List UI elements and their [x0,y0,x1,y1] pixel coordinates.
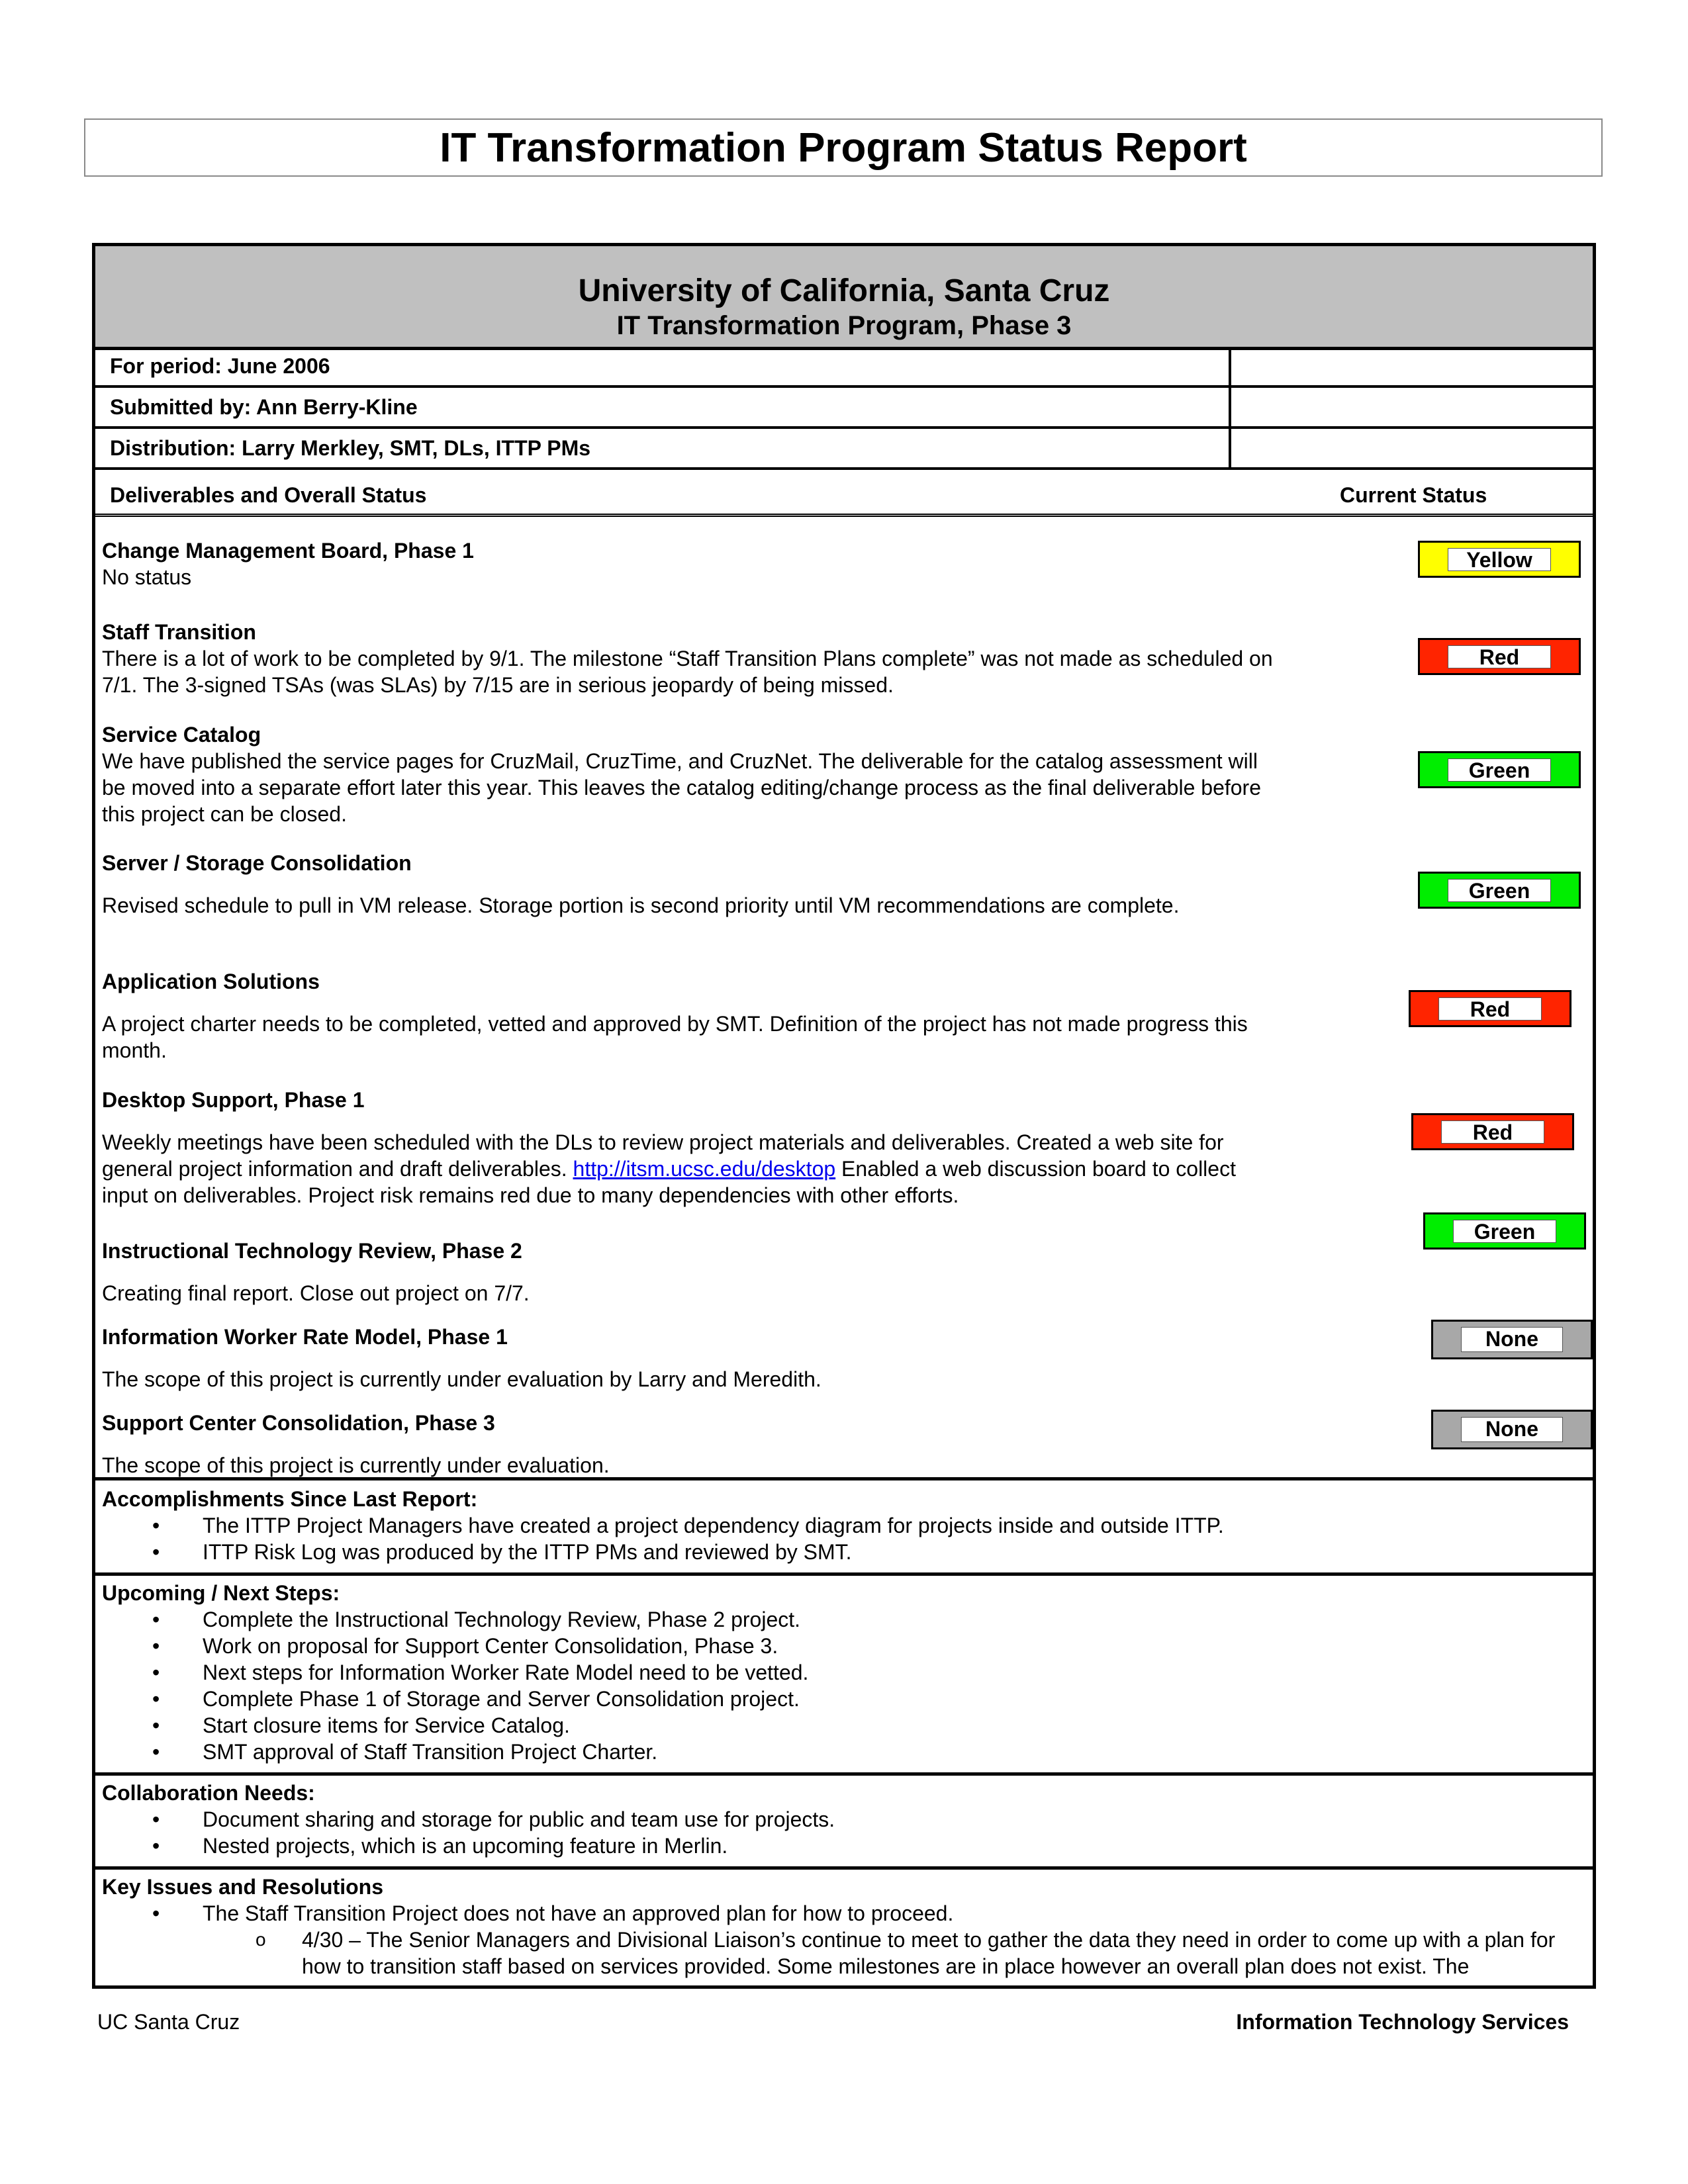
footer-right: Information Technology Services [1236,2010,1569,2034]
org-name: University of California, Santa Cruz [578,273,1110,308]
deliverable-title: Support Center Consolidation, Phase 3 [102,1411,495,1435]
status-badge-label: Red [1448,645,1551,668]
deliverable-text-part: Weekly meetings have been scheduled with the DLs to review project materials and deliverables. Created a web site for general project information and draft deliverables. [102,1130,1224,1181]
list-item-text: Complete the Instructional Technology Review, Phase 2 project. [203,1608,801,1631]
deliverable-title: Staff Transition [102,620,256,644]
status-badge [1418,872,1581,909]
status-badge [1418,751,1581,788]
deliverable-item [102,1238,1287,1306]
deliverables-header: Deliverables and Overall Status [110,483,427,507]
submitted-by-row: Submitted by: Ann Berry-Kline [95,388,1231,429]
period-cell-empty [1231,347,1593,388]
status-badge [1431,1320,1593,1359]
deliverable-text: A project charter needs to be completed, vetted and approved by SMT. Definition of the project has not made progress this month. [102,1012,1248,1062]
deliverable-text: The scope of this project is currently under evaluation. [102,1453,610,1477]
bullet: • [152,1634,160,1658]
status-badge-label: Red [1441,1120,1544,1144]
list-item-text: 4/30 – The Senior Managers and Divisional Liaison’s continue to meet to gather the data they need in order to come up with a plan for how to transition staff based on services provided. Some milestones are in place however an overall plan does not exist. The [302,1928,1556,1978]
deliverable-item [102,850,1287,919]
deliverable-title: Instructional Technology Review, Phase 2 [102,1239,522,1263]
deliverable-text: Creating final report. Close out project on 7/7. [102,1281,530,1305]
distribution-cell-empty [1231,429,1593,470]
bullet: • [152,1540,160,1564]
collaboration-section [95,1772,1593,1866]
section-title: Upcoming / Next Steps: [102,1581,340,1605]
bullet: • [152,1514,160,1537]
list-item [102,1739,1593,1765]
status-badge-label: Red [1438,997,1542,1021]
deliverable-text [102,1129,1287,1208]
period-row: For period: June 2006 [95,347,1231,388]
deliverable-text: We have published the service pages for CruzMail, CruzTime, and CruzNet. The deliverable for the catalog assessment will be moved into a separate effort later this year. This leaves the catalog editing/change process as the final deliverable before this project can be closed. [102,749,1261,826]
deliverable-text: Revised schedule to pull in VM release. Storage portion is second priority until VM recommendations are complete. [102,893,1180,917]
deliverable-title: Change Management Board, Phase 1 [102,539,474,563]
status-badge [1431,1410,1593,1449]
deliverable-item [102,1410,1287,1479]
current-status-header: Current Status [1340,483,1487,507]
status-badge [1418,541,1581,578]
desktop-site-link[interactable]: http://itsm.ucsc.edu/desktop [573,1157,836,1181]
deliverable-item [102,537,1287,590]
deliverable-title: Service Catalog [102,723,261,747]
key-issues-section [95,1866,1593,1985]
status-badge [1411,1113,1574,1150]
deliverable-item [102,619,1287,698]
section-title: Collaboration Needs: [102,1781,315,1805]
list-item-text: Start closure items for Service Catalog. [203,1713,570,1737]
deliverable-title: Server / Storage Consolidation [102,851,412,875]
bullet: • [152,1740,160,1764]
submitted-cell-empty [1231,388,1593,429]
list-item-text: Complete Phase 1 of Storage and Server Consolidation project. [203,1687,800,1711]
deliverable-text: There is a lot of work to be completed by 9/1. The milestone “Staff Transition Plans complete” was not made as scheduled on 7/1. The 3-signed TSAs (was SLAs) by 7/15 are in serious jeopardy of being missed. [102,647,1273,697]
deliverable-item [102,1324,1287,1392]
bullet: • [152,1834,160,1858]
deliverable-text: No status [102,565,192,589]
list-item [102,1686,1593,1712]
status-badge-label: Green [1448,758,1551,782]
upcoming-section [95,1572,1593,1772]
deliverable-item [102,721,1287,827]
status-badge [1409,990,1571,1027]
status-badge [1418,638,1581,675]
sub-bullet: o [256,1929,266,1950]
bullet: • [152,1807,160,1831]
program-name: IT Transformation Program, Phase 3 [616,311,1072,340]
list-item-text: The ITTP Project Managers have created a project dependency diagram for projects inside and outside ITTP. [203,1514,1224,1537]
list-item-text: SMT approval of Staff Transition Project Charter. [203,1740,658,1764]
list-item [102,1633,1593,1659]
list-item-text: Document sharing and storage for public and team use for projects. [203,1807,835,1831]
deliverable-item [102,1087,1287,1208]
list-item [102,1539,1593,1565]
status-badge-label: None [1461,1327,1564,1352]
status-report-table [92,243,1596,1989]
sub-list-item [102,1927,1593,1979]
list-item-text: ITTP Risk Log was produced by the ITTP PMs and reviewed by SMT. [203,1540,852,1564]
list-item-text: The Staff Transition Project does not have an approved plan for how to proceed. [203,1901,954,1925]
list-item-text: Nested projects, which is an upcoming feature in Merlin. [203,1834,728,1858]
deliverable-title: Desktop Support, Phase 1 [102,1088,365,1112]
list-item [102,1806,1593,1833]
list-item [102,1900,1593,1927]
list-item [102,1659,1593,1686]
column-header [95,473,1593,517]
report-title: IT Transformation Program Status Report [440,124,1247,171]
deliverable-title: Application Solutions [102,970,320,993]
accomplishments-section [95,1477,1593,1572]
bullet: • [152,1687,160,1711]
deliverable-title: Information Worker Rate Model, Phase 1 [102,1325,508,1349]
list-item [102,1833,1593,1859]
report-header [95,246,1593,350]
bullet: • [152,1713,160,1737]
bullet: • [152,1608,160,1631]
deliverable-text-part: Enabled a web discussion board to collect input on deliverables. Project risk remains red due to many dependencies with other efforts. [102,1157,1236,1207]
footer-left: UC Santa Cruz [97,2010,240,2034]
status-badge [1423,1212,1586,1250]
list-item [102,1512,1593,1539]
deliverable-item [102,968,1287,1064]
distribution-row: Distribution: Larry Merkley, SMT, DLs, ITTP PMs [95,429,1231,470]
list-item-text: Work on proposal for Support Center Consolidation, Phase 3. [203,1634,778,1658]
bullet: • [152,1901,160,1925]
bullet: • [152,1661,160,1684]
list-item [102,1712,1593,1739]
section-title: Key Issues and Resolutions [102,1875,384,1899]
status-badge-label: Green [1453,1220,1556,1243]
deliverable-text: The scope of this project is currently under evaluation by Larry and Meredith. [102,1367,821,1391]
list-item-text: Next steps for Information Worker Rate Model need to be vetted. [203,1661,809,1684]
report-title-box [84,118,1603,177]
list-item [102,1606,1593,1633]
section-title: Accomplishments Since Last Report: [102,1487,478,1511]
status-badge-label: Yellow [1448,548,1551,571]
status-badge-label: None [1461,1417,1564,1442]
status-badge-label: Green [1448,879,1551,902]
